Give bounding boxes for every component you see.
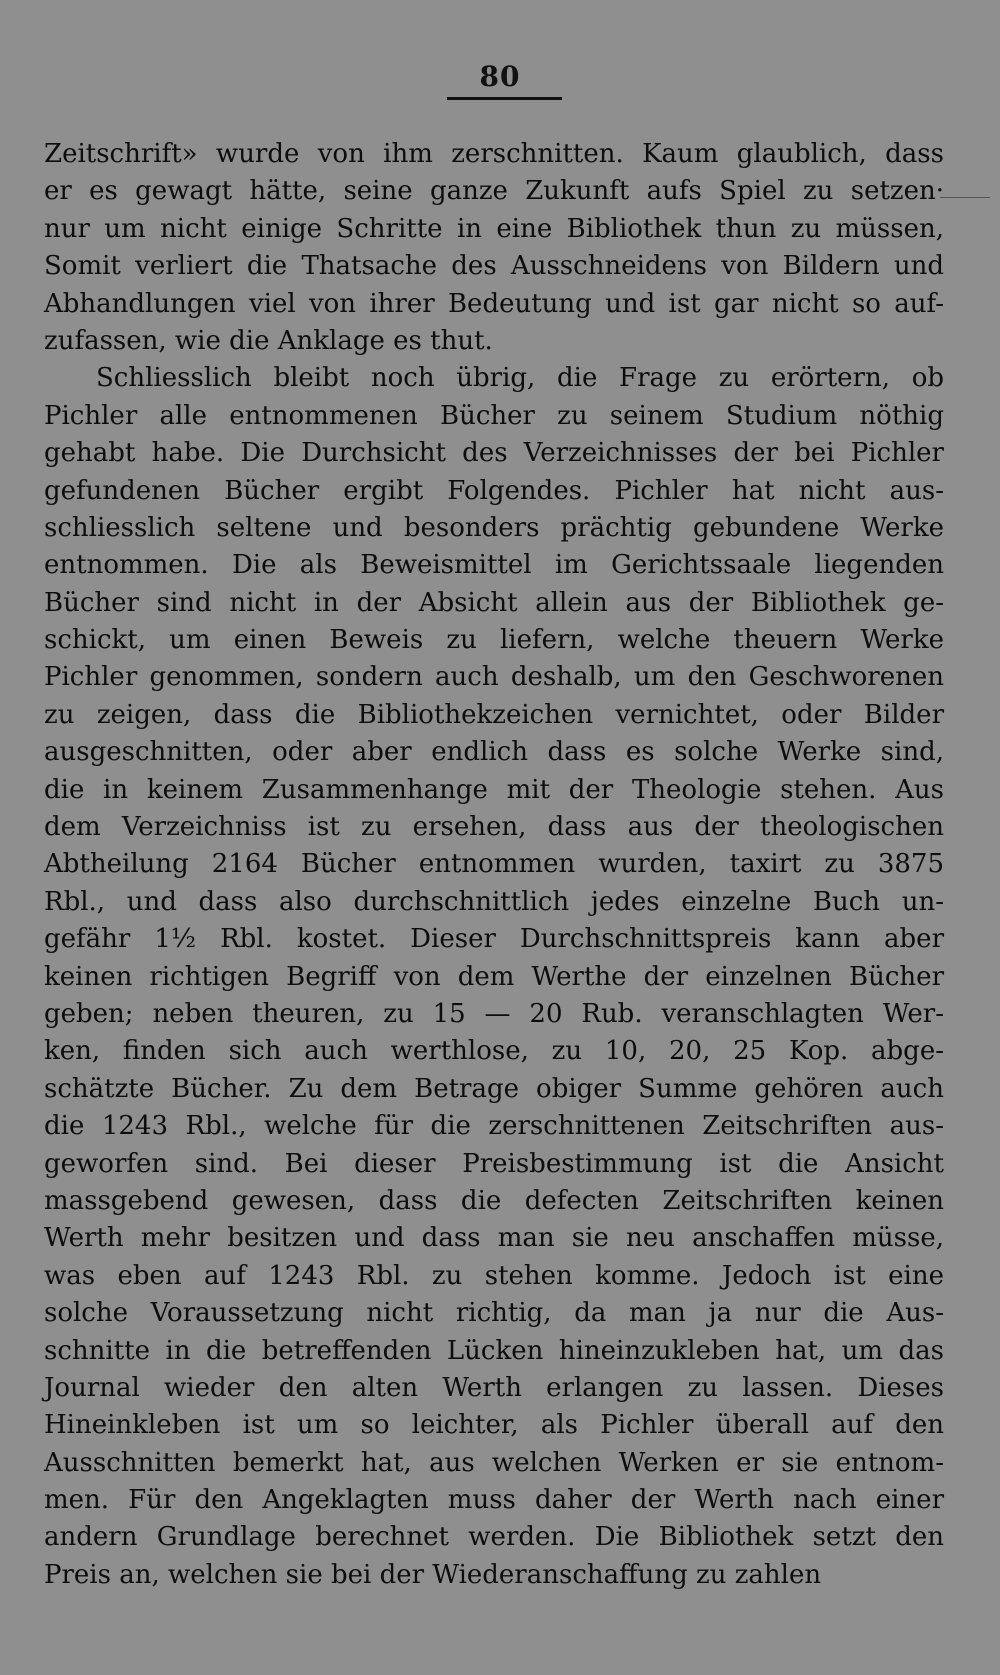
text-line: Abhandlungen viel von ihrer Bedeutung und ist gar nicht so auf- xyxy=(44,288,944,319)
page-number: 80 xyxy=(479,60,521,93)
text-line: men. Für den Angeklagten muss daher der Werth nach einer xyxy=(44,1485,944,1516)
text-line: keinen richtigen Begriff von dem Werthe der einzelnen Bücher xyxy=(44,961,944,992)
text-line: dem Verzeichniss ist zu ersehen, dass aus der theologischen xyxy=(44,812,944,843)
text-line: Pichler alle entnommenen Bücher zu seinem Studium nöthig xyxy=(44,400,944,431)
text-line: gefähr 1½ Rbl. kostet. Dieser Durchschnittspreis kann aber xyxy=(44,924,944,955)
text-line: nur um nicht einige Schritte in eine Bibliothek thun zu müssen, xyxy=(44,213,944,244)
text-line: Ausschnitten bemerkt hat, aus welchen Werken er sie entnom- xyxy=(44,1447,944,1478)
text-line: Journal wieder den alten Werth erlangen zu lassen. Dieses xyxy=(44,1372,944,1403)
text-line: zufassen, wie die Anklage es thut. xyxy=(44,325,493,356)
text-line: Pichler genommen, sondern auch deshalb, um den Geschworenen xyxy=(44,662,944,693)
text-line: Abtheilung 2164 Bücher entnommen wurden, taxirt zu 3875 xyxy=(44,849,944,880)
text-line: Rbl., und dass also durchschnittlich jedes einzelne Buch un- xyxy=(44,886,944,917)
text-line: die 1243 Rbl., welche für die zerschnittenen Zeitschriften aus- xyxy=(44,1111,944,1142)
text-line: ken, finden sich auch werthlose, zu 10, 20, 25 Kop. abge- xyxy=(44,1036,944,1067)
text-line: massgebend gewesen, dass die defecten Zeitschriften keinen xyxy=(44,1185,944,1216)
text-line: geworfen sind. Bei dieser Preisbestimmung ist die Ansicht xyxy=(44,1148,944,1179)
text-line: er es gewagt hätte, seine ganze Zukunft aufs Spiel zu setzen· xyxy=(44,176,944,207)
text-line: schickt, um einen Beweis zu liefern, welche theuern Werke xyxy=(44,625,944,656)
text-line: Hineinkleben ist um so leichter, als Pichler überall auf den xyxy=(44,1410,944,1441)
text-line: gefundenen Bücher ergibt Folgendes. Pichler hat nicht aus- xyxy=(44,475,944,506)
text-line: schliesslich seltene und besonders prächtig gebundene Werke xyxy=(44,512,944,543)
text-line: Somit verliert die Thatsache des Ausschneidens von Bildern und xyxy=(44,251,944,282)
text-line: Bücher sind nicht in der Absicht allein aus der Bibliothek ge- xyxy=(44,587,944,618)
text-line: Zeitschrift» wurde von ihm zerschnitten. Kaum glaublich, dass xyxy=(44,139,944,169)
text-line: entnommen. Die als Beweismittel im Gerichtssaale liegenden xyxy=(44,550,944,581)
text-line: Schliesslich bleibt noch übrig, die Frage zu erörtern, ob xyxy=(96,363,944,394)
text-line: Werth mehr besitzen und dass man sie neu anschaffen müsse, xyxy=(44,1223,944,1254)
text-line: was eben auf 1243 Rbl. zu stehen komme. Jedoch ist eine xyxy=(44,1260,944,1291)
text-line: Preis an, welchen sie bei der Wiederanschaffung zu zahlen xyxy=(44,1559,822,1590)
text-line: zu zeigen, dass die Bibliothekzeichen vernichtet, oder Bilder xyxy=(44,699,944,730)
text-line: solche Voraussetzung nicht richtig, da man ja nur die Aus- xyxy=(44,1298,944,1329)
margin-mark xyxy=(940,197,990,198)
text-line: schätzte Bücher. Zu dem Betrage obiger Summe gehören auch xyxy=(44,1073,944,1104)
page-number-rule xyxy=(447,97,562,100)
text-line: ausgeschnitten, oder aber endlich dass es solche Werke sind, xyxy=(44,737,944,768)
text-line: gehabt habe. Die Durchsicht des Verzeichnisses der bei Pichler xyxy=(44,438,944,469)
text-line: schnitte in die betreffenden Lücken hineinzukleben hat, um das xyxy=(44,1335,944,1366)
text-line: die in keinem Zusammenhange mit der Theologie stehen. Aus xyxy=(44,774,944,805)
text-line: geben; neben theuren, zu 15 — 20 Rub. veranschlagten Wer- xyxy=(44,998,944,1029)
body-text xyxy=(44,136,944,1594)
text-line: andern Grundlage berechnet werden. Die Bibliothek setzt den xyxy=(44,1522,944,1553)
